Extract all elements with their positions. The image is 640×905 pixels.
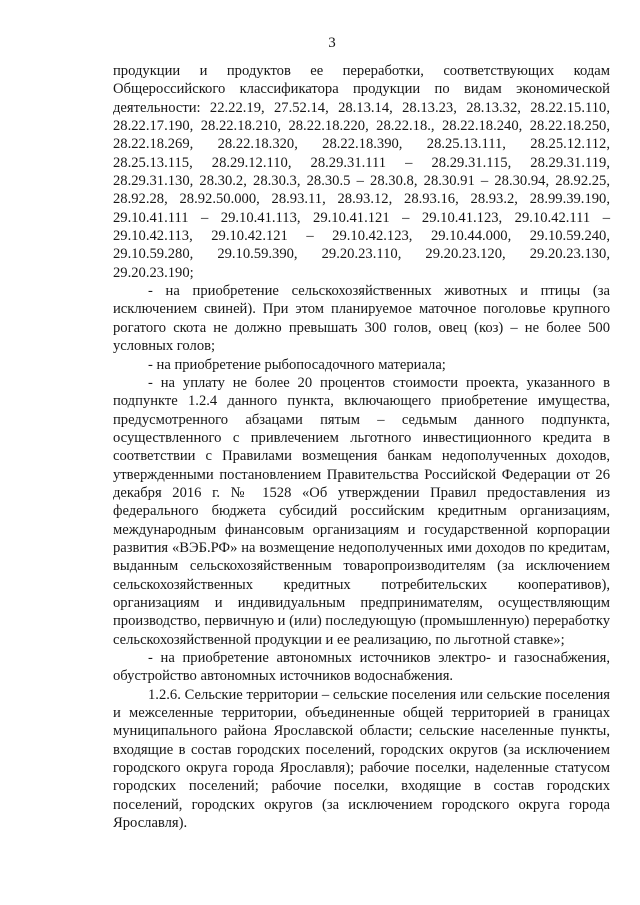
paragraph-rural-territories: 1.2.6. Сельские территории – сельские поселения или сельские поселения и межселенные территории, объединенные общей территорией в границах муниципального района Ярославской области; сельские населенные пункты, входящие в состав городских поселений, городских округов (за исключением городского округа города Ярославля); рабочие поселки, наделенные статусом городских поселений; рабочие поселки, входящие в состав городских поселений, городских округов (за исключением городского округа города Ярославля). <box>113 686 610 832</box>
paragraph-project-cost: - на уплату не более 20 процентов стоимости проекта, указанного в подпункте 1.2.4 данного пункта, включающего приобретение имущества, предусмотренного абзацами пятым – седьмым данного подпункта, осуществленного с привлечением льготного инвестиционного кредита в соответствии с Правилами возмещения банкам недополученных доходов, утвержденными постановлением Правительства Российской Федерации от 26 декабря 2016 г. № 1528 «Об утверждении Правил предоставления из федерального бюджета субсидий российским кредитным организациям, международным финансовым организациям и государственной корпорации развития «ВЭБ.РФ» на возмещение недополученных ими доходов по кредитам, выданным сельскохозяйственным товаропроизводителям (за исключением сельскохозяйственных кредитных потребительских кооперативов), организациям и индивидуальным предпринимателям, осуществляющим производство, первичную и (или) последующую (промышленную) переработку сельскохозяйственной продукции и ее реализацию, по льготной ставке»; <box>113 374 610 648</box>
paragraph-fish-stock: - на приобретение рыбопосадочного материала; <box>148 356 446 373</box>
paragraph-livestock: - на приобретение сельскохозяйственных животных и птицы (за исключением свиней). При этом планируемое маточное поголовье крупного рогатого скота не должно превышать 300 голов, овец (коз) – не более 500 условных голов; <box>113 283 610 355</box>
body-text <box>113 62 610 832</box>
page-number: 3 <box>328 35 336 51</box>
paragraph-okpd-codes: продукции и продуктов ее переработки, соответствующих кодам Общероссийского классификатора продукции по видам экономической деятельности: 22.22.19, 27.52.14, 28.13.14, 28.13.23, 28.13.32, 28.22.15.110, 28.22.17.190, 28.22.18.210, 28.22.18.220, 28.22.18., 28.22.18.240, 28.22.18.250, 28.22.18.269, 28.22.18.320, 28.22.18.390, 28.25.13.111, 28.25.12.112, 28.25.13.115, 28.29.12.110, 28.29.31.111 – 28.29.31.115, 28.29.31.119, 28.29.31.130, 28.30.2, 28.30.3, 28.30.5 – 28.30.8, 28.30.91 – 28.30.94, 28.92.25, 28.92.28, 28.92.50.000, 28.93.11, 28.93.12, 28.93.16, 28.93.2, 28.99.39.190, 29.10.41.111 – 29.10.41.113, 29.10.41.121 – 29.10.41.123, 29.10.42.111 – 29.10.42.113, 29.10.42.121 – 29.10.42.123, 29.10.44.000, 29.10.59.240, 29.10.59.280, 29.10.59.390, 29.20.23.110, 29.20.23.120, 29.20.23.130, 29.20.23.190; <box>113 63 610 281</box>
paragraph-autonomous-supply: - на приобретение автономных источников электро- и газоснабжения, обустройство автономных источников водоснабжения. <box>113 650 610 685</box>
